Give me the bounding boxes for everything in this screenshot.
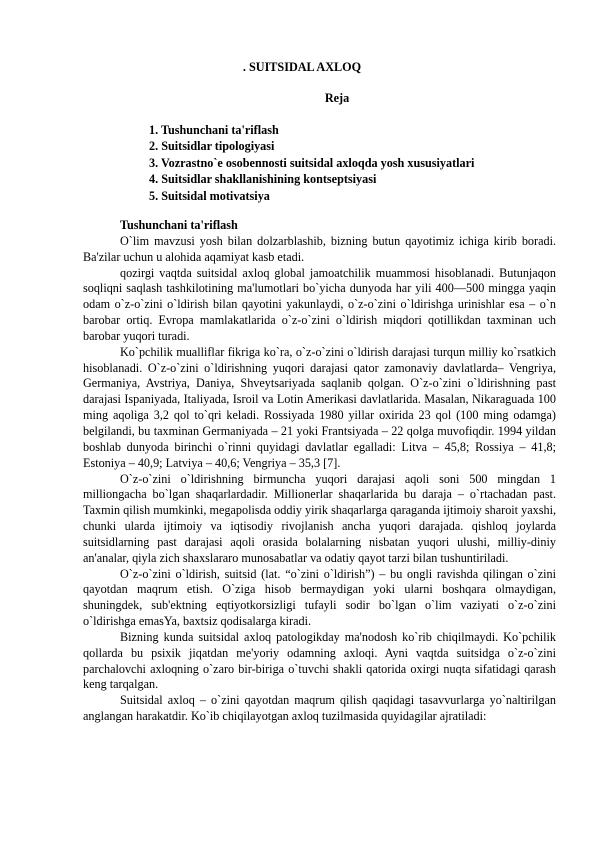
paragraph: Ko`pchilik mualliflar fikriga ko`ra, o`z-o`zini o`ldirish darajasi turqun milliy ko`rsatkich hisoblanadi. O`z-o`zini o`ldirishning yuqori darajasi qator zamonaviy davlatlarda– Vengriya, Germaniya, Avstriya, Daniya, Shveytsariyada saqlanib qolgan. O`z-o`zini o`ldirishning past darajasi Ispaniyada, Italiyada, Isroil va Lotin Amerikasi davlatlarida. Masalan, Nikaraguada 100 ming aqoliga 3,2 qol to`qri keladi. Rossiyada 1980 yillar oxirida 23 qol (100 ming odamga) belgilandi, bu taxminan Germaniyada – 21 yoki Frantsiyada – 22 qolga muvofiqdir. 1994 yildan boshlab dunyoda birinchi o`rinni quyidagi davlatlar egalladi: Litva – 45,8; Rossiya – 41,8; Estoniya – 40,9; Latviya – 40,6; Vengriya – 35,3 [7]. bbox=[83, 344, 556, 470]
toc-item: 4. Suitsidlar shakllanishining kontseptsiyasi bbox=[149, 172, 377, 187]
toc-item: 5. Suitsidal motivatsiya bbox=[149, 188, 270, 203]
paragraph: O`z-o`zini o`ldirishning birmuncha yuqori darajasi aqoli soni 500 mingdan 1 milliongacha bo`lgan shaqarlardadir. Millionerlar shaqarlarida bu daraja – o`rtachadan past. Taxmin qilish mumkinki, megapolisda oddiy yirik shaqarlarga qaraganda ijtimoiy sharoit yaxshi, chunki ularda ijtimoiy va iqtisodiy rivojlanish ancha yuqori darajada. qishloq joylarda suitsidlarning past darajasi aqoli orasida bolalarning nisbatan yuqori ulushi, milliy-diniy an'analar, qiyla zich shaxslararo munosabatlar va odatiy qayot tarzi bilan tushuntiriladi. bbox=[83, 471, 556, 565]
section-heading: Tushunchani ta'riflash bbox=[120, 218, 238, 232]
paragraph: qozirgi vaqtda suitsidal axloq global jamoatchilik muammosi hisoblanadi. Butunjaqon soqliqni saqlash tashkilotining ma'lumotlari bo`yicha dunyoda har yili 400—500 mingga yaqin odam o`z-o`zini o`ldirish bilan qayotini yakunlaydi, o`z-o`zini o`ldirishga urinishlar esa – o`n barobar ortiq. Evropa mamlakatlarida o`z-o`zini o`ldirish miqdori qotillikdan taxminan uch barobar yuqori turadi. bbox=[83, 265, 556, 343]
toc-item: 1. Tushunchani ta'riflash bbox=[149, 123, 279, 137]
toc-item: 3. Vozrastno`e osobennosti suitsidal axloqda yosh xususiyatlari bbox=[149, 155, 475, 170]
paragraph: Suitsidal axloq – o`zini qayotdan maqrum qilish qaqidagi tasavvurlarga yo`naltirilgan anglangan harakatdir. Ko`ib chiqilayotgan axloq tuzilmasida quyidagilar ajratiladi: bbox=[83, 693, 556, 724]
plan-heading: Reja bbox=[324, 91, 350, 105]
paragraph: Bizning kunda suitsidal axloq patologikday ma'nodosh ko`rib chiqilmaydi. Ko`pchilik qollarda bu psixik jiqatdan me'yoriy odamning axloqi. Ayni vaqtda suitsidga o`z-o`zini parchalovchi axloqning o`zaro bir-biriga o`tuvchi shakli qatorida oxirgi nuqta sifatidagi qarash keng tarqalgan. bbox=[83, 629, 556, 692]
paragraph: O`lim mavzusi yosh bilan dolzarblashib, bizning butun qayotimiz ichiga kirib boradi. Ba'zilar uchun u alohida aqamiyat kasb etadi. bbox=[83, 233, 556, 264]
paragraph: O`z-o`zini o`ldirish, suitsid (lat. “o`zini o`ldirish”) – bu ongli ravishda qilingan o`zini qayotdan maqrum etish. O`ziga hisob bermaydigan yoki ularni boshqara olmaydigan, shuningdek, sub'ektning eqtiyotkorsizligi tufayli sodir bo`lgan o`lim vaziyati o`z-o`zini o`ldirishga emasYa, baxtsiz qodisalarga kiradi. bbox=[83, 566, 556, 629]
table-of-contents bbox=[149, 122, 474, 204]
document-body bbox=[83, 218, 556, 725]
document-title: . SUITSIDAL AXLOQ bbox=[242, 60, 362, 74]
toc-item: 2. Suitsidlar tipologiyasi bbox=[149, 139, 275, 154]
